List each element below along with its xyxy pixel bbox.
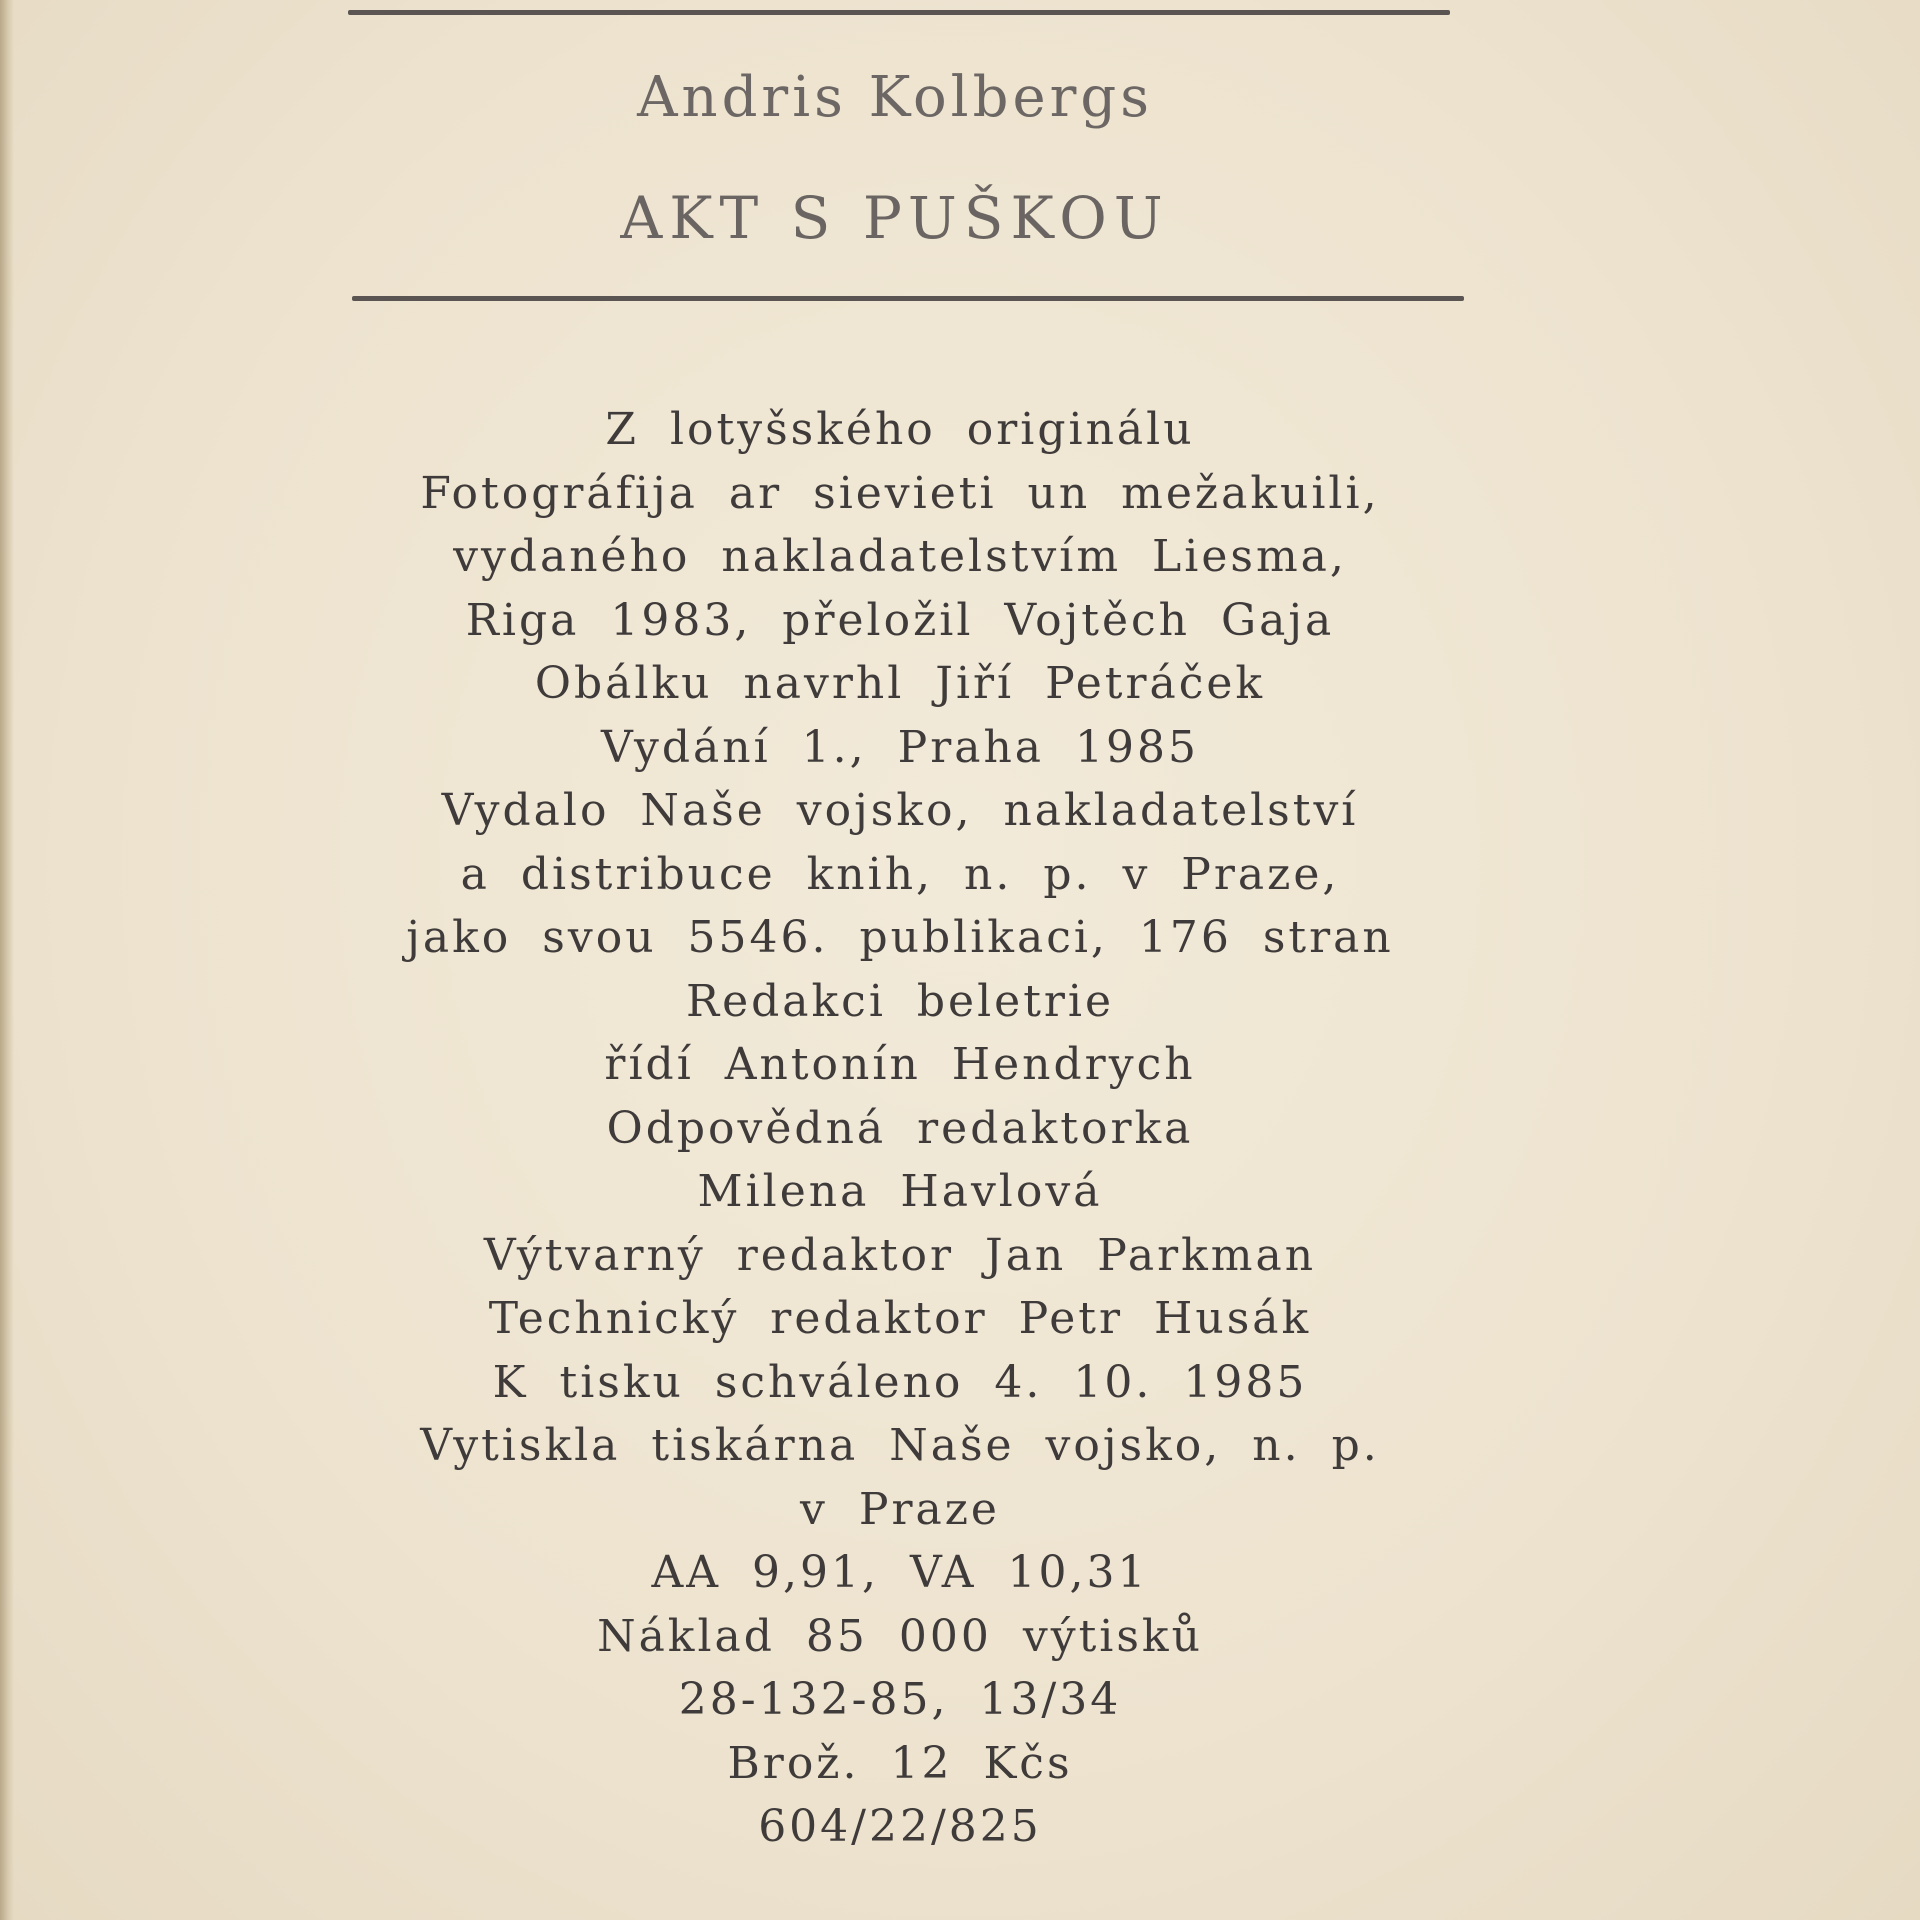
colophon-line: Milena Havlová [697, 1166, 1103, 1217]
colophon-line: Fotográfija ar sievieti un mežakuili, [420, 467, 1380, 519]
page-edge-shadow [0, 0, 14, 1920]
colophon-line: Redakci beletrie [685, 975, 1115, 1027]
top-rule [348, 10, 1450, 15]
colophon-line: K tisku schváleno 4. 10. 1985 [492, 1356, 1308, 1408]
colophon-line: Riga 1983, přeložil Vojtěch Gaja [465, 594, 1335, 646]
colophon-line: vydaného nakladatelstvím Liesma, [453, 531, 1347, 582]
colophon-line: Technický redaktor Petr Husák [488, 1293, 1312, 1344]
colophon-line: 28-132-85, 13/34 [678, 1674, 1122, 1725]
book-title: AKT S PUŠKOU [620, 184, 1170, 252]
colophon-line: Náklad 85 000 výtisků [597, 1610, 1203, 1662]
colophon-line: Vydalo Naše vojsko, nakladatelství [441, 785, 1359, 836]
colophon-line: a distribuce knih, n. p. v Praze, [460, 848, 1340, 900]
colophon-line: jako svou 5546. publikaci, 176 stran [406, 912, 1394, 963]
colophon-line: řídí Antonín Hendrych [604, 1039, 1196, 1090]
title-rule [352, 296, 1464, 301]
colophon-line: Výtvarný redaktor Jan Parkman [483, 1229, 1317, 1281]
colophon-line: Z lotyšského originálu [605, 404, 1195, 455]
colophon-line: Vytiskla tiskárna Naše vojsko, n. p. [420, 1420, 1380, 1471]
author-name: Andris Kolbergs [637, 65, 1153, 130]
colophon-line: Obálku navrhl Jiří Petráček [534, 658, 1266, 709]
colophon-line: AA 9,91, VA 10,31 [651, 1547, 1149, 1598]
colophon-line: v Praze [800, 1483, 1000, 1535]
colophon [300, 398, 1500, 1859]
colophon-line: 604/22/825 [758, 1801, 1042, 1852]
colophon-line: Vydání 1., Praha 1985 [600, 721, 1199, 773]
colophon-line: Odpovědná redaktorka [606, 1102, 1194, 1154]
colophon-line: Brož. 12 Kčs [727, 1737, 1073, 1789]
